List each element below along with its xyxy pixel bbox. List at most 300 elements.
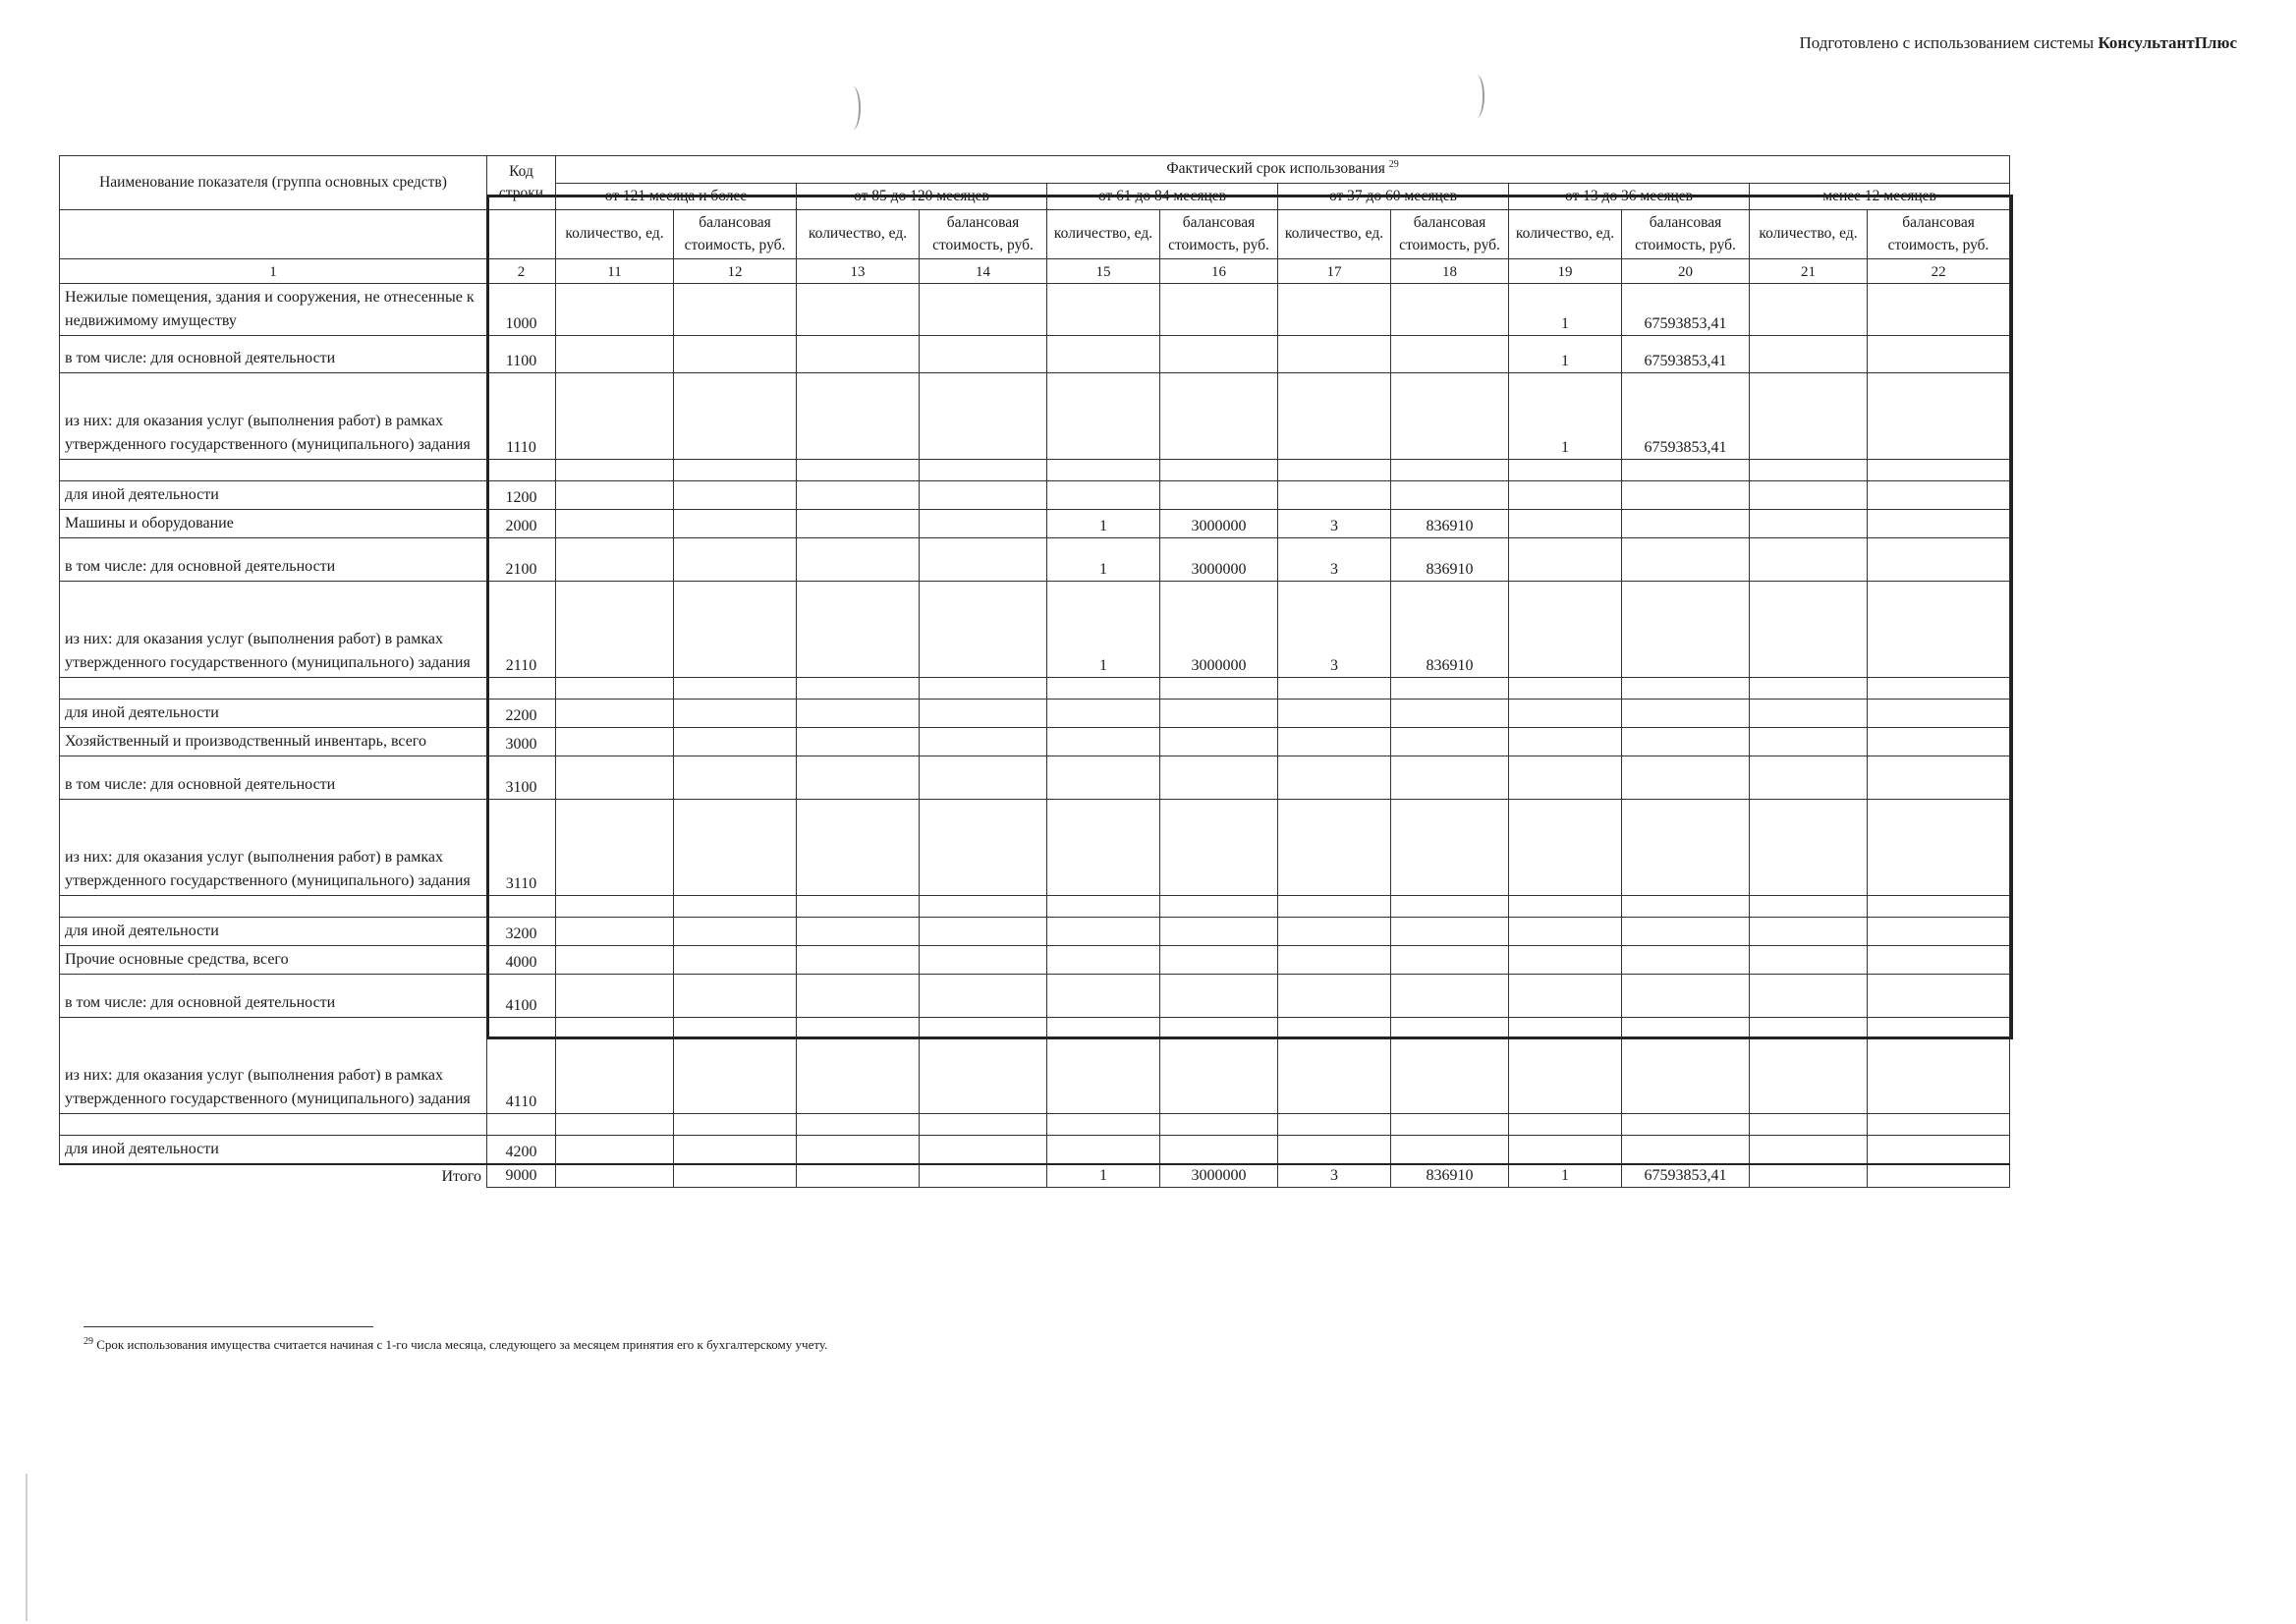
scan-mark-right	[1469, 75, 1484, 118]
sub-header-qty: количество, ед.	[797, 210, 920, 259]
total-value: 67593853,41	[1622, 1164, 1750, 1188]
row-value	[920, 800, 1047, 896]
row-code: 2000	[487, 510, 556, 538]
row-value	[797, 728, 920, 756]
row-value	[1509, 896, 1622, 918]
row-value	[1278, 728, 1391, 756]
row-value	[556, 896, 674, 918]
row-value: 3000000	[1160, 510, 1278, 538]
row-value	[1391, 284, 1509, 336]
row-value	[1160, 481, 1278, 510]
row-value	[797, 1136, 920, 1165]
row-value	[674, 336, 797, 373]
row-value	[1047, 481, 1160, 510]
row-value	[797, 460, 920, 481]
row-value: 1	[1047, 510, 1160, 538]
row-code: 3000	[487, 728, 556, 756]
scan-edge-line	[26, 1474, 28, 1621]
row-value	[920, 284, 1047, 336]
row-value	[556, 975, 674, 1018]
row-value	[920, 728, 1047, 756]
row-value	[1278, 460, 1391, 481]
row-value	[1622, 896, 1750, 918]
row-value	[1509, 700, 1622, 728]
table-row	[60, 582, 2010, 678]
total-value: 836910	[1391, 1164, 1509, 1188]
row-value	[1391, 756, 1509, 800]
row-name: Хозяйственный и производственный инвентарь, всего	[60, 728, 487, 756]
table-row	[60, 284, 2010, 336]
row-value	[1868, 678, 2010, 700]
row-value	[1391, 946, 1509, 975]
row-value	[1750, 1018, 1868, 1114]
row-value	[797, 336, 920, 373]
column-number: 13	[797, 259, 920, 284]
row-value	[1750, 918, 1868, 946]
row-value	[1868, 800, 2010, 896]
row-value	[1622, 678, 1750, 700]
row-value	[1509, 800, 1622, 896]
row-name: из них: для оказания услуг (выполнения работ) в рамках утвержденного государственного (муниципального) задания	[60, 1018, 487, 1114]
total-value: 1	[1047, 1164, 1160, 1188]
row-value	[797, 284, 920, 336]
row-code: 2200	[487, 700, 556, 728]
row-value	[1622, 460, 1750, 481]
table-row	[60, 756, 2010, 800]
total-value	[920, 1164, 1047, 1188]
row-value	[556, 510, 674, 538]
row-value	[920, 1114, 1047, 1136]
total-value: 3000000	[1160, 1164, 1278, 1188]
row-name: Прочие основные средства, всего	[60, 946, 487, 975]
row-value	[1391, 700, 1509, 728]
row-name	[60, 460, 487, 481]
row-value	[1509, 1018, 1622, 1114]
total-value	[1868, 1164, 2010, 1188]
row-value	[1750, 481, 1868, 510]
row-value	[1622, 510, 1750, 538]
row-name: Машины и оборудование	[60, 510, 487, 538]
row-value	[920, 756, 1047, 800]
table-row	[60, 460, 2010, 481]
row-value	[556, 918, 674, 946]
column-number: 14	[920, 259, 1047, 284]
column-number: 11	[556, 259, 674, 284]
row-value	[1750, 800, 1868, 896]
column-number: 2	[487, 259, 556, 284]
row-value	[1509, 510, 1622, 538]
row-name	[60, 896, 487, 918]
row-value	[1047, 1136, 1160, 1165]
column-number: 1	[60, 259, 487, 284]
table-row	[60, 1136, 2010, 1165]
row-value	[920, 918, 1047, 946]
table-row	[60, 1018, 2010, 1114]
row-value	[1278, 1136, 1391, 1165]
row-name: из них: для оказания услуг (выполнения работ) в рамках утвержденного государственного (муниципального) задания	[60, 582, 487, 678]
row-value	[674, 510, 797, 538]
row-value	[674, 700, 797, 728]
row-value	[1868, 284, 2010, 336]
row-value	[920, 975, 1047, 1018]
column-number: 22	[1868, 259, 2010, 284]
row-value	[556, 1114, 674, 1136]
total-value: 1	[1509, 1164, 1622, 1188]
row-value	[1750, 1114, 1868, 1136]
row-value	[1160, 946, 1278, 975]
row-value	[1047, 728, 1160, 756]
row-name: из них: для оказания услуг (выполнения работ) в рамках утвержденного государственного (муниципального) задания	[60, 800, 487, 896]
row-value	[556, 678, 674, 700]
column-number: 18	[1391, 259, 1509, 284]
row-value	[920, 336, 1047, 373]
row-value	[1750, 975, 1868, 1018]
row-value	[1047, 284, 1160, 336]
row-value	[797, 373, 920, 460]
row-value	[1278, 284, 1391, 336]
row-value	[1509, 460, 1622, 481]
table-row	[60, 728, 2010, 756]
row-value	[1868, 896, 2010, 918]
row-value	[920, 460, 1047, 481]
row-value	[1750, 510, 1868, 538]
row-value	[1868, 918, 2010, 946]
row-value: 67593853,41	[1622, 284, 1750, 336]
row-value	[1622, 582, 1750, 678]
row-value	[797, 700, 920, 728]
row-value	[556, 538, 674, 582]
row-value	[1278, 481, 1391, 510]
row-value	[1391, 481, 1509, 510]
row-value	[1622, 918, 1750, 946]
row-value	[674, 800, 797, 896]
sub-header-qty: количество, ед.	[1509, 210, 1622, 259]
row-value	[1391, 918, 1509, 946]
row-value	[1868, 510, 2010, 538]
row-code	[487, 460, 556, 481]
row-code: 2100	[487, 538, 556, 582]
row-value	[674, 284, 797, 336]
row-name: для иной деятельности	[60, 481, 487, 510]
row-value	[674, 481, 797, 510]
row-value: 836910	[1391, 538, 1509, 582]
row-value	[1750, 284, 1868, 336]
row-code: 1200	[487, 481, 556, 510]
row-value	[797, 975, 920, 1018]
row-value	[556, 728, 674, 756]
row-value: 67593853,41	[1622, 373, 1750, 460]
row-value	[1509, 1114, 1622, 1136]
row-value	[674, 756, 797, 800]
column-number: 12	[674, 259, 797, 284]
row-value	[1868, 582, 2010, 678]
table-row	[60, 1114, 2010, 1136]
row-code: 4000	[487, 946, 556, 975]
table-row	[60, 896, 2010, 918]
row-value	[1047, 700, 1160, 728]
row-value	[1391, 373, 1509, 460]
row-value	[797, 756, 920, 800]
row-value	[1047, 336, 1160, 373]
row-value	[1160, 756, 1278, 800]
row-code	[487, 1114, 556, 1136]
row-value	[556, 1018, 674, 1114]
total-row	[60, 1164, 2010, 1188]
row-value	[1160, 975, 1278, 1018]
period-header-2: от 85 до 120 месяцев	[797, 183, 1047, 209]
row-value	[1047, 800, 1160, 896]
row-code: 2110	[487, 582, 556, 678]
sub-header-cost: балансовая стоимость, руб.	[1391, 210, 1509, 259]
row-value	[1278, 1018, 1391, 1114]
row-value	[1278, 946, 1391, 975]
row-value	[920, 896, 1047, 918]
row-value	[1047, 896, 1160, 918]
row-value	[1160, 678, 1278, 700]
row-value	[674, 896, 797, 918]
row-name: из них: для оказания услуг (выполнения работ) в рамках утвержденного государственного (муниципального) задания	[60, 373, 487, 460]
total-code: 9000	[487, 1164, 556, 1188]
row-value	[920, 510, 1047, 538]
row-value	[556, 582, 674, 678]
row-value	[1509, 918, 1622, 946]
row-value	[1047, 373, 1160, 460]
period-header-3: от 61 до 84 месяцев	[1047, 183, 1278, 209]
sub-header-qty: количество, ед.	[1278, 210, 1391, 259]
row-value	[797, 918, 920, 946]
row-value	[1622, 800, 1750, 896]
row-value	[674, 1018, 797, 1114]
row-value: 3	[1278, 510, 1391, 538]
sub-header-cost: балансовая стоимость, руб.	[920, 210, 1047, 259]
sub-header-cost: балансовая стоимость, руб.	[1160, 210, 1278, 259]
row-value	[1160, 373, 1278, 460]
row-value	[797, 510, 920, 538]
row-value	[920, 1018, 1047, 1114]
row-value	[674, 946, 797, 975]
row-value	[1160, 800, 1278, 896]
row-value	[1868, 481, 2010, 510]
row-value	[1509, 582, 1622, 678]
row-value	[1160, 918, 1278, 946]
table-row	[60, 510, 2010, 538]
row-value	[1622, 1018, 1750, 1114]
row-code: 4110	[487, 1018, 556, 1114]
row-value	[920, 582, 1047, 678]
row-value	[1160, 460, 1278, 481]
row-name: для иной деятельности	[60, 1136, 487, 1165]
table-row	[60, 538, 2010, 582]
row-value	[1622, 975, 1750, 1018]
row-name: в том числе: для основной деятельности	[60, 538, 487, 582]
column-number: 17	[1278, 259, 1391, 284]
row-value	[674, 538, 797, 582]
footnote: $^{29}$ Срок использования имущества считается начиная с 1-го числа месяца, следующего за месяцем принятия его к бухгалтерскому учету.	[84, 1336, 828, 1353]
row-value: 1	[1047, 538, 1160, 582]
row-value	[1750, 756, 1868, 800]
column-number-row	[60, 259, 2010, 284]
total-value	[674, 1164, 797, 1188]
row-value	[1868, 975, 2010, 1018]
row-value: 3	[1278, 582, 1391, 678]
row-value: 1	[1509, 336, 1622, 373]
row-value	[1622, 728, 1750, 756]
row-value	[674, 582, 797, 678]
row-value	[1278, 336, 1391, 373]
row-value	[1391, 460, 1509, 481]
row-code: 1110	[487, 373, 556, 460]
row-value	[1868, 373, 2010, 460]
row-value	[1622, 481, 1750, 510]
row-code: 3110	[487, 800, 556, 896]
row-value: 3	[1278, 538, 1391, 582]
row-value	[1622, 700, 1750, 728]
row-value	[1868, 700, 2010, 728]
sub-header-cost: балансовая стоимость, руб.	[1868, 210, 2010, 259]
sub-header-spacer-name	[60, 210, 487, 259]
row-value	[1868, 336, 2010, 373]
row-value	[556, 373, 674, 460]
row-value	[1622, 1114, 1750, 1136]
row-value	[1509, 678, 1622, 700]
row-value	[1278, 700, 1391, 728]
row-value	[920, 1136, 1047, 1165]
row-value	[797, 481, 920, 510]
row-value	[1868, 1114, 2010, 1136]
row-value	[556, 1136, 674, 1165]
row-value	[1278, 1114, 1391, 1136]
row-value	[556, 756, 674, 800]
row-value	[1160, 1114, 1278, 1136]
row-value	[674, 1136, 797, 1165]
row-value: 1	[1047, 582, 1160, 678]
row-value	[1868, 756, 2010, 800]
table-body	[60, 284, 2010, 1188]
table-row	[60, 678, 2010, 700]
row-value	[1391, 678, 1509, 700]
row-value	[556, 481, 674, 510]
row-value	[1509, 946, 1622, 975]
table-row	[60, 336, 2010, 373]
row-value	[1278, 756, 1391, 800]
row-value	[797, 800, 920, 896]
row-value	[920, 481, 1047, 510]
column-number: 19	[1509, 259, 1622, 284]
row-code: 1000	[487, 284, 556, 336]
row-value	[674, 918, 797, 946]
row-value	[920, 373, 1047, 460]
row-value	[1160, 700, 1278, 728]
row-value	[1047, 678, 1160, 700]
row-value	[1750, 728, 1868, 756]
table-row	[60, 481, 2010, 510]
row-value	[674, 728, 797, 756]
row-code: 3100	[487, 756, 556, 800]
row-value	[1278, 678, 1391, 700]
period-header-6: менее 12 месяцев	[1750, 183, 2010, 209]
fixed-assets-usage-table	[59, 155, 2010, 1188]
row-name: Нежилые помещения, здания и сооружения, не отнесенные к недвижимому имуществу	[60, 284, 487, 336]
row-value	[1868, 460, 2010, 481]
row-value	[1278, 373, 1391, 460]
sub-header-cost: балансовая стоимость, руб.	[1622, 210, 1750, 259]
row-value	[674, 460, 797, 481]
scan-mark-left	[845, 86, 861, 130]
row-value	[1868, 1018, 2010, 1114]
row-code-header: Код строки	[487, 156, 556, 210]
period-header-4: от 37 до 60 месяцев	[1278, 183, 1509, 209]
row-name	[60, 1114, 487, 1136]
row-value	[797, 678, 920, 700]
row-value	[797, 1018, 920, 1114]
row-name: в том числе: для основной деятельности	[60, 975, 487, 1018]
sub-header-row	[60, 210, 2010, 259]
row-value	[1868, 946, 2010, 975]
row-value	[1391, 728, 1509, 756]
row-value	[920, 538, 1047, 582]
row-code	[487, 678, 556, 700]
row-value	[1509, 756, 1622, 800]
row-name	[60, 678, 487, 700]
row-value	[1509, 481, 1622, 510]
row-value	[1278, 918, 1391, 946]
row-value	[556, 700, 674, 728]
sub-header-spacer-code	[487, 210, 556, 259]
total-label: Итого	[60, 1164, 487, 1188]
row-value	[1391, 1114, 1509, 1136]
column-number: 20	[1622, 259, 1750, 284]
row-value	[1750, 373, 1868, 460]
table-row	[60, 373, 2010, 460]
row-value	[1750, 538, 1868, 582]
row-value: 1	[1509, 284, 1622, 336]
row-value	[1622, 1136, 1750, 1165]
row-value	[1750, 678, 1868, 700]
row-value	[556, 946, 674, 975]
column-number: 15	[1047, 259, 1160, 284]
row-value	[797, 1114, 920, 1136]
consultant-plus-note: Подготовлено с использованием системы КонсультантПлюс	[1799, 33, 2237, 52]
table-row	[60, 918, 2010, 946]
row-value	[674, 678, 797, 700]
row-value	[1160, 1136, 1278, 1165]
row-value	[1047, 1018, 1160, 1114]
row-value	[797, 538, 920, 582]
row-value	[1750, 1136, 1868, 1165]
row-value	[1160, 284, 1278, 336]
row-value	[674, 975, 797, 1018]
row-value	[1278, 896, 1391, 918]
row-value: 1	[1509, 373, 1622, 460]
row-value	[556, 284, 674, 336]
period-header-5: от 13 до 36 месяцев	[1509, 183, 1750, 209]
row-name: для иной деятельности	[60, 700, 487, 728]
row-value	[674, 373, 797, 460]
row-value: 3000000	[1160, 538, 1278, 582]
usage-period-group-header: Фактический срок использования $^{29}$	[556, 156, 2010, 184]
row-value	[1750, 336, 1868, 373]
row-value	[1509, 728, 1622, 756]
row-value	[1391, 896, 1509, 918]
row-value	[920, 678, 1047, 700]
row-value	[797, 946, 920, 975]
row-value	[1750, 460, 1868, 481]
row-name: для иной деятельности	[60, 918, 487, 946]
row-value	[1047, 946, 1160, 975]
footnote-separator	[84, 1326, 373, 1327]
row-name: в том числе: для основной деятельности	[60, 336, 487, 373]
sub-header-qty: количество, ед.	[1047, 210, 1160, 259]
